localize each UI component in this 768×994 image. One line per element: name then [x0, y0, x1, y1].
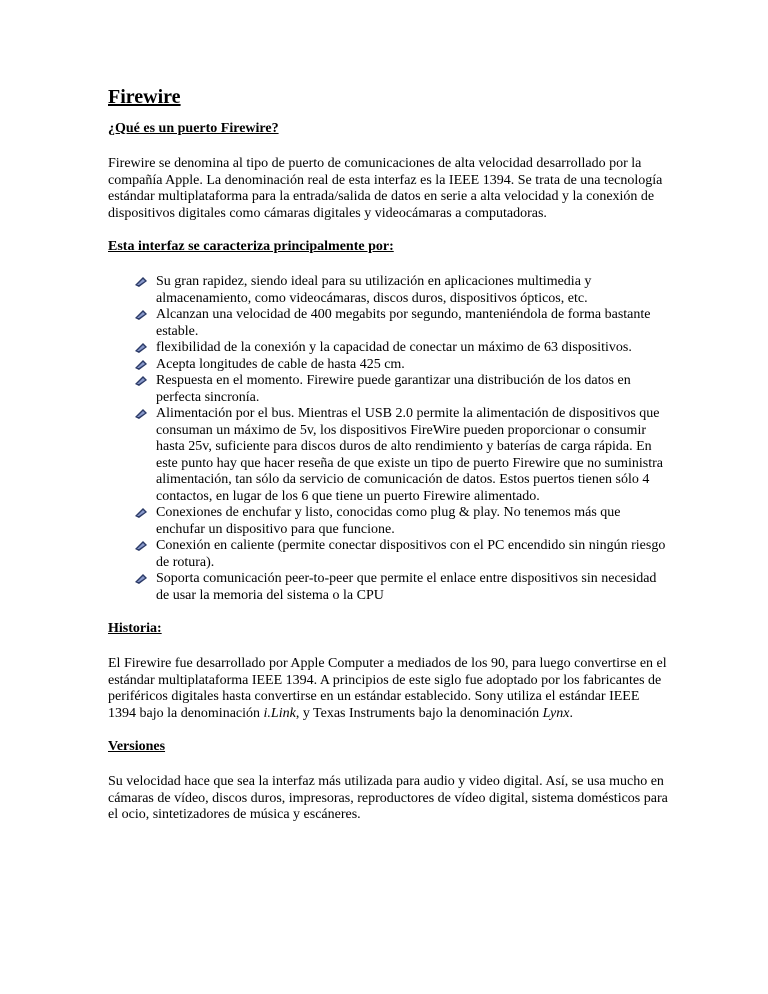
historia-text-2: , y Texas Instruments bajo la denominación [295, 705, 543, 721]
list-item [108, 571, 668, 604]
section-heading-que-es: ¿Qué es un puerto Firewire? [108, 121, 279, 136]
feature-text: Alcanzan una velocidad de 400 megabits por segundo, manteniéndola de forma bastante estable. [156, 307, 651, 339]
historia-text-1: El Firewire fue desarrollado por Apple Computer a mediados de los 90, para luego convertirse en el estándar multiplataforma IEEE 1394. A principios de este siglo fue adoptado por los fabricantes de periféricos digitales hasta convertirse en un estándar establecido. Sony utiliza el estándar IEEE 1394 bajo la denominación [108, 656, 667, 721]
ilink-term: i.Link [263, 705, 296, 721]
arrow-bullet-icon [134, 375, 148, 387]
section-heading-versiones: Versiones [108, 739, 166, 754]
list-item [108, 340, 668, 357]
historia-paragraph [108, 656, 668, 722]
feature-text: Conexión en caliente (permite conectar dispositivos con el PC encendido sin ningún riesgo de rotura). [156, 538, 666, 570]
list-item [108, 274, 668, 307]
lynx-term: Lynx [542, 705, 570, 721]
feature-text: flexibilidad de la conexión y la capacidad de conectar un máximo de 63 dispositivos. [156, 340, 632, 355]
list-item [108, 373, 668, 406]
list-item [108, 307, 668, 340]
feature-text: Conexiones de enchufar y listo, conocidas como plug & play. No tenemos más que enchufar un dispositivo para que funcione. [156, 505, 621, 537]
page-title: Firewire [108, 86, 181, 108]
feature-text: Alimentación por el bus. Mientras el USB 2.0 permite la alimentación de dispositivos que consuman un máximo de 5v, los dispositivos FireWire pueden proporcionar o consumir hasta 25v, suficiente para discos duros de alto rendimiento y baterías de carga rápida. En este punto hay que hacer reseña de que existe un tipo de puerto Firewire que no suministra alimentación, tan sólo da servicio de comunicación de datos. Estos puertos tienen sólo 4 contactos, en lugar de los 6 que tiene un puerto Firewire alimentado. [156, 406, 663, 504]
list-item [108, 505, 668, 538]
feature-text: Soporta comunicación peer-to-peer que permite el enlace entre dispositivos sin necesidad de usar la memoria del sistema o la CPU [156, 571, 657, 603]
list-item [108, 406, 668, 505]
section-heading-historia: Historia: [108, 621, 162, 636]
arrow-bullet-icon [134, 507, 148, 519]
intro-paragraph: Firewire se denomina al tipo de puerto de comunicaciones de alta velocidad desarrollado por la compañía Apple. La denominación real de esta interfaz es la IEEE 1394. Se trata de una tecnología estándar multiplataforma para la entrada/salida de datos en serie a alta velocidad y la conexión de dispositivos digitales como cámaras digitales y videocámaras a computadoras. [108, 156, 663, 221]
historia-text-3: . [569, 705, 573, 721]
versiones-paragraph: Su velocidad hace que sea la interfaz más utilizada para audio y video digital. Así, se usa mucho en cámaras de vídeo, discos duros, impresoras, reproductores de vídeo digital, sistema domésticos para el ocio, sintetizadores de música y escáneres. [108, 774, 668, 822]
document-page [108, 84, 668, 824]
list-item [108, 538, 668, 571]
arrow-bullet-icon [134, 540, 148, 552]
arrow-bullet-icon [134, 573, 148, 585]
arrow-bullet-icon [134, 359, 148, 371]
section-heading-features: Esta interfaz se caracteriza principalmente por: [108, 239, 394, 254]
arrow-bullet-icon [134, 342, 148, 354]
arrow-bullet-icon [134, 309, 148, 321]
list-item [108, 357, 668, 374]
arrow-bullet-icon [134, 276, 148, 288]
feature-text: Acepta longitudes de cable de hasta 425 cm. [156, 356, 405, 372]
features-list [108, 274, 668, 604]
feature-text: Respuesta en el momento. Firewire puede garantizar una distribución de los datos en perfecta sincronía. [156, 373, 631, 405]
arrow-bullet-icon [134, 408, 148, 420]
feature-text: Su gran rapidez, siendo ideal para su utilización en aplicaciones multimedia y almacenamiento, como videocámaras, discos duros, dispositivos ópticos, etc. [156, 274, 592, 306]
